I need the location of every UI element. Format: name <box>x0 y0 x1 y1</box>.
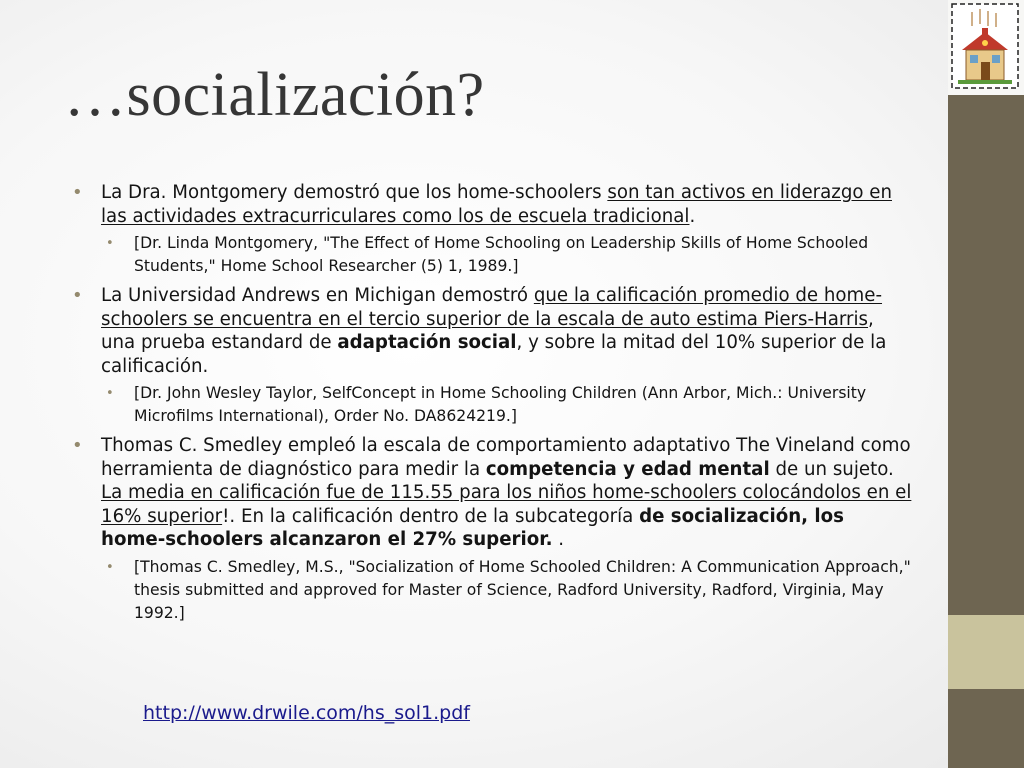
bullet-montgomery <box>72 181 912 228</box>
schoolhouse-icon <box>950 2 1020 90</box>
citation-taylor: • [Dr. John Wesley Taylor, SelfConcept in Home Schooling Children (Ann Arbor, Mich.: University Microfilms International), Order No. DA8624219.] <box>72 382 912 428</box>
bullet-text: . <box>689 205 696 227</box>
bullet-text: La Universidad Andrews en Michigan demostró <box>101 285 534 306</box>
underlined-text: son tan activos en liderazgo en las actividades extracurriculares como los de escuela tradicional <box>101 182 892 227</box>
slide-title: …socialización? <box>64 61 485 129</box>
bullet-text: , y sobre la mitad del 10% superior de la calificación. <box>101 332 887 377</box>
sidebar-decoration <box>948 0 1024 768</box>
bullet-text: La Dra. Montgomery demostró que los home-schoolers <box>101 182 608 203</box>
bullet-text: , una prueba estandard de <box>101 308 874 353</box>
sidebar-light-band <box>948 615 1024 689</box>
bullet-text: . <box>552 529 565 550</box>
bold-text: adaptación social <box>337 332 517 353</box>
bullet-text: Thomas C. Smedley empleó la escala de comportamiento adaptativo The Vineland como herramienta de diagnóstico para medir la <box>101 435 911 480</box>
bullet-smedley <box>72 434 912 552</box>
citation-smedley: • [Thomas C. Smedley, M.S., "Socialization of Home Schooled Children: A Communication Approach," thesis submitted and approved for Master of Science, Radford University, Radford, Virginia, May 1992.] <box>72 556 912 625</box>
underlined-text: que la calificación promedio de home-schoolers se encuentra en el tercio superior de la escala de auto estima Piers-Harris <box>101 285 883 330</box>
bold-text: de socialización, los home-schoolers alcanzaron el 27% superior. <box>101 505 844 550</box>
bullet-text: de un sujeto. <box>769 458 894 480</box>
bold-text: competencia y edad mental <box>485 458 770 480</box>
underlined-text: La media en calificación fue de 115.55 para los niños home-schoolers colocándolos en el 16% superior <box>101 482 912 527</box>
bullet-text: !. En la calificación dentro de la subcategoría <box>222 505 640 527</box>
bullet-andrews <box>72 284 912 378</box>
slide-body <box>72 181 912 631</box>
citation-montgomery: • [Dr. Linda Montgomery, "The Effect of Home Schooling on Leadership Skills of Home Schooled Students," Home School Researcher (5) 1, 1989.] <box>72 232 912 278</box>
source-link[interactable]: http://www.drwile.com/hs_sol1.pdf <box>143 702 470 724</box>
